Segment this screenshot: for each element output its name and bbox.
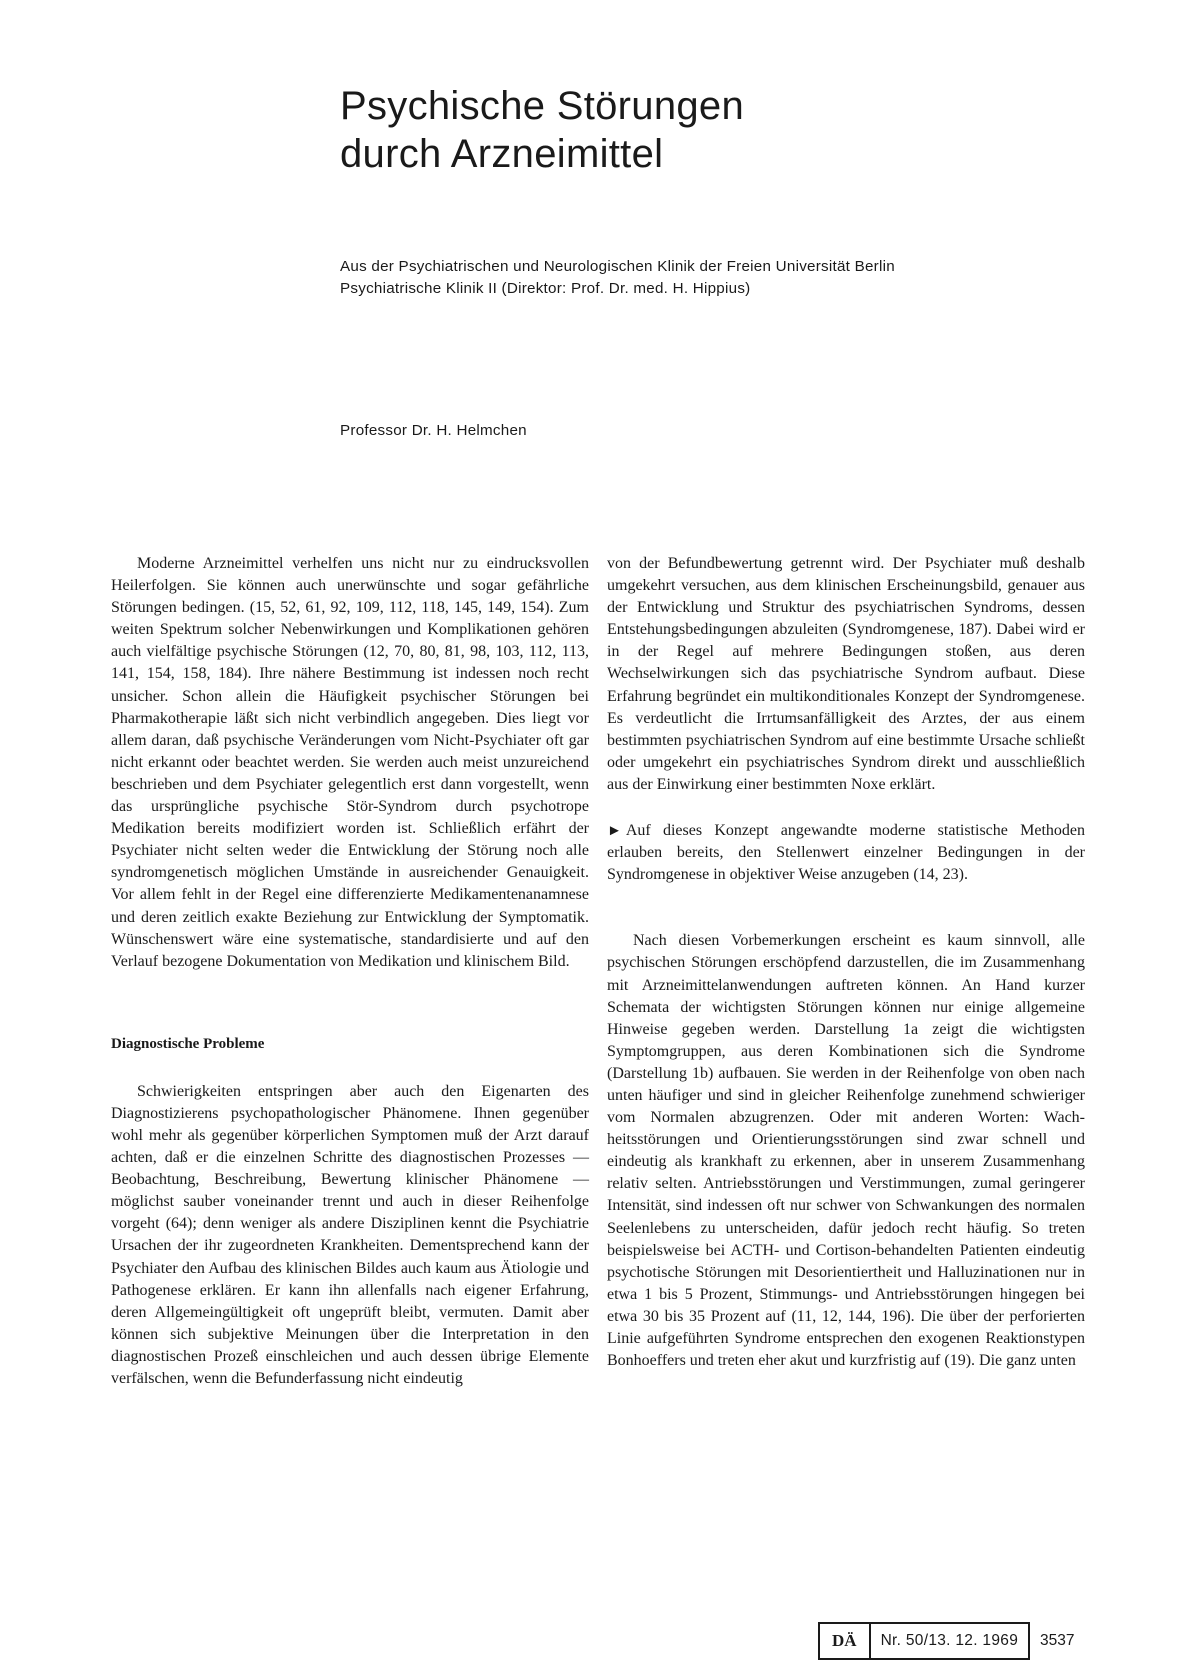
body-paragraph: Nach diesen Vorbemerkungen erscheint es kaum sinnvoll, alle psychischen Störungen erschöpfend darzustellen, die im Zusammenhang mit Arzneimittelanwendungen auftreten können. An Hand kurzer Schemata der wichtigsten Störungen können nur einige allgemeine Hinweise gegeben werden. Darstellung 1a zeigt die wichtigsten Symptomgruppen, aus deren Kombinationen sich die Syndrome (Darstellung 1b) aufbauen. Sie werden in der Reihenfolge von oben nach unten häufiger und sind in gleicher Reihenfolge zunehmend schwieriger vom Normalen abzugrenzen. Oder mit anderen Worten: Wachheitsstörungen und Orientierungsstörungen sind zwar schnell und eindeutig als krankhaft zu erkennen, aber in unserem Zusammenhang relativ selten. Antriebsstörungen und Verstimmungen, zumal geringerer Intensität, sind indessen oft nur schwer von Schwankungen des normalen Seelenlebens zu unterscheiden, dafür jedoch recht häufig. So treten beispielsweise bei ACTH- und Cortison-behandelten Patienten eindeutig psychotische Störungen mit Desorientiertheit und Halluzinationen nur in etwa 1 bis 5 Prozent, Stimmungs- und Antriebsstörungen hingegen bei etwa 30 bis 35 Prozent auf (11, 12, 144, 196). Die über der perforierten Linie aufgeführten Syndrome entsprechen den exogenen Reaktionstypen Bonhoeffers und treten eher akut und kurzfristig auf (19). Die ganz unten bbox=[607, 932, 1085, 1370]
body-paragraph: Schwierigkeiten entspringen aber auch den Eigenarten des Diagnostizierens psychopathologischer Phänomene. Ihnen gegenüber wohl mehr als gegenüber körperlichen Symptomen muß der Arzt darauf achten, daß er die einzelnen Schritte des diagnostischen Prozesses — Beobachtung, Beschreibung, Bewertung klinischer Phänomene — möglichst sauber voneinander trennt und auch in dieser Reihenfolge vorgeht (64); denn weniger als andere Disziplinen kennt die Psychiatrie Ursachen der ihr zugeordneten Krankheiten. Dementsprechend kann der Psychiater den Aufbau des klinischen Bildes auch kaum aus Ätiologie und Pathogenese erklären. Er kann ihn allenfalls nach eigener Erfahrung, deren Allgemeingültigkeit oft ungeprüft bleibt, vermuten. Damit aber können sich subjektive Meinungen über die Interpretation in den diagnostischen Prozeß einschleichen und auch dessen übrige Elemente verfälschen, wenn die Befunderfassung nicht eindeutig bbox=[111, 1082, 589, 1387]
journal-issue-box bbox=[818, 1622, 1030, 1660]
title-line-2: durch Arzneimittel bbox=[340, 132, 664, 176]
affiliation bbox=[340, 256, 1060, 300]
affiliation-line-2: Psychiatrische Klinik II (Direktor: Prof. Dr. med. H. Hippius) bbox=[340, 280, 751, 297]
article-title bbox=[340, 82, 744, 178]
triangle-bullet-icon: ► bbox=[607, 823, 622, 840]
affiliation-line-1: Aus der Psychiatrischen und Neurologischen Klinik der Freien Universität Berlin bbox=[340, 258, 895, 275]
right-column bbox=[607, 553, 1085, 1372]
journal-logo: DÄ bbox=[820, 1624, 871, 1658]
author-name: Professor Dr. H. Helmchen bbox=[340, 422, 527, 439]
intro-paragraph: Moderne Arzneimittel verhelfen uns nicht nur zu eindrucksvollen Heilerfolgen. Sie können auch unerwünschte und sogar gefährliche Störungen bedingen. (15, 52, 61, 92, 109, 112, 118, 145, 149, 154). Zum weiten Spektrum solcher Nebenwirkungen und Komplikationen gehören auch vielfältige psychische Störungen (12, 70, 80, 81, 98, 103, 112, 113, 141, 154, 158, 184). Ihre nähere Bestimmung ist indessen noch recht unsicher. Schon allein die Häufigkeit psychischer Störungen bei Pharmakotherapie läßt sich nicht verbindlich angegeben. Dies liegt vor allem daran, daß psychische Veränderungen vom Nicht-Psychiater oft gar nicht erkannt oder beachtet werden. Sie werden auch meist unzureichend beschrieben und dem Psychiater gelegentlich erst dann vorgestellt, wenn das ursprüngliche psychische Stör-Syndrom durch psychotrope Medikation bereits modifiziert worden ist. Schließlich erfährt der Psychiater nicht selten weder die Entwicklung der Störung noch alle syndromgenetisch möglichen Umstände in ausreichender Genauigkeit. Vor allem fehlt in der Regel eine differenzierte Medikamentenanamnese und deren zeitlich exakte Beziehung zur Entwicklung der Symptomatik. Wünschenswert wäre eine systematische, standardisierte und auf den Verlauf bezogene Dokumentation von Medikation und klinischem Bild. bbox=[111, 555, 589, 970]
continued-paragraph: von der Befundbewertung getrennt wird. Der Psychiater muß deshalb umgekehrt versuchen, aus dem klinischen Erscheinungsbild, genauer aus der Entwicklung und Struktur des psychiatrischen Syndroms, dessen Entstehungsbedingungen abzuleiten (Syndromgenese, 187). Dabei wird er in der Regel auf mehrere Bedingungen stoßen, aus deren Wechselwirkungen sich das psychiatrische Syndrom aufbaut. Diese Erfahrung begründet ein multikonditionales Konzept der Syndromgenese. Es verdeutlicht die Irrtumsanfälligkeit des Arztes, der aus einem bestimmten psychiatrischen Syndrom auf eine bestimmte Ursache schließt oder umgekehrt ein psychiatrisches Syndrom direkt und ausschließlich aus der Einwirkung einer bestimmten Noxe erklärt. bbox=[607, 555, 1085, 793]
highlight-paragraph bbox=[607, 820, 1085, 886]
page-number: 3537 bbox=[1040, 1632, 1075, 1649]
section-heading: Diagnostische Probleme bbox=[111, 1035, 265, 1052]
title-line-1: Psychische Störungen bbox=[340, 84, 745, 128]
issue-label: Nr. 50/13. 12. 1969 bbox=[880, 1632, 1019, 1649]
highlight-text: Auf dieses Konzept angewandte moderne statistische Methoden erlauben bereits, den Stellenwert einzelner Bedingungen in der Syndromgenese in objektiver Weise anzugeben (14, 23). bbox=[607, 822, 1085, 884]
left-column bbox=[111, 553, 589, 1390]
